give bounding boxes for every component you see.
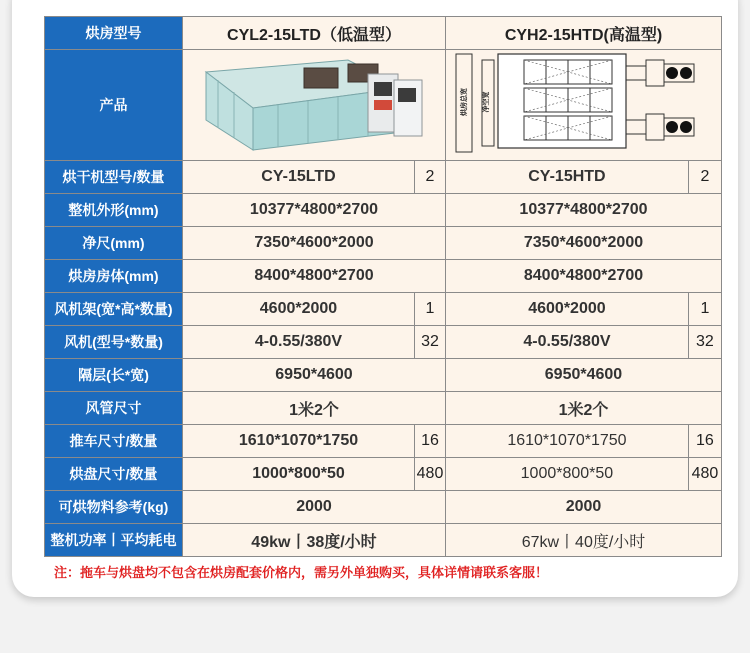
product-image-a	[183, 50, 446, 161]
row-label: 隔层(长*宽)	[45, 359, 183, 392]
spec-row	[45, 161, 722, 194]
model-a-value: 10377*4800*2700	[183, 194, 446, 227]
product-image-b	[446, 50, 722, 161]
inner-width-label: 净空宽	[482, 91, 490, 113]
model-a-value: 2000	[183, 491, 446, 524]
model-b-value: 1000*800*50	[446, 458, 689, 491]
row-label: 风管尺寸	[45, 392, 183, 425]
row-label: 烘房房体(mm)	[45, 260, 183, 293]
spec-row	[45, 227, 722, 260]
model-b-qty: 32	[688, 326, 721, 359]
header-row	[45, 17, 722, 50]
model-b-value: 10377*4800*2700	[446, 194, 722, 227]
model-b-value: 1米2个	[446, 392, 722, 425]
model-a-value: 8400*4800*2700	[183, 260, 446, 293]
row-label: 烘干机型号/数量	[45, 161, 183, 194]
row-label: 烘盘尺寸/数量	[45, 458, 183, 491]
row-label: 可烘物料参考(kg)	[45, 491, 183, 524]
spec-row	[45, 458, 722, 491]
dryer-room-illustration	[198, 50, 430, 155]
spec-row	[45, 293, 722, 326]
row-label: 风机架(宽*高*数量)	[45, 293, 183, 326]
model-b-value: 4600*2000	[446, 293, 689, 326]
spec-row	[45, 194, 722, 227]
product-row	[45, 50, 722, 161]
spec-row	[45, 425, 722, 458]
spec-table	[44, 16, 722, 557]
model-a-qty: 480	[415, 458, 446, 491]
row-label: 产品	[45, 50, 183, 161]
model-a-value: 1米2个	[183, 392, 446, 425]
model-b-qty: 1	[688, 293, 721, 326]
row-label: 整机功率丨平均耗电	[45, 524, 183, 557]
spec-row	[45, 326, 722, 359]
model-a-value: 4-0.55/380V	[183, 326, 415, 359]
spec-row	[45, 260, 722, 293]
model-b-value: 6950*4600	[446, 359, 722, 392]
row-label: 风机(型号*数量)	[45, 326, 183, 359]
dryer-room-floor-plan	[446, 50, 721, 155]
model-b-value: 2000	[446, 491, 722, 524]
model-b-qty: 2	[688, 161, 721, 194]
model-a-value: 4600*2000	[183, 293, 415, 326]
model-b-value: 7350*4600*2000	[446, 227, 722, 260]
purchase-note: 注：拖车与烘盘均不包含在烘房配套价格内，需另外单独购买，具体详情请联系客服！	[54, 565, 549, 580]
model-b-value: 67kw丨40度/小时	[446, 524, 722, 557]
model-a-value: 49kw丨38度/小时	[183, 524, 446, 557]
spec-row	[45, 524, 722, 557]
row-label: 推车尺寸/数量	[45, 425, 183, 458]
model-b-value: 8400*4800*2700	[446, 260, 722, 293]
spec-row	[45, 392, 722, 425]
model-b-qty: 16	[688, 425, 721, 458]
model-b-value: 4-0.55/380V	[446, 326, 689, 359]
spec-row	[45, 491, 722, 524]
row-label: 净尺(mm)	[45, 227, 183, 260]
model-a-value: 1000*800*50	[183, 458, 415, 491]
model-a-qty: 32	[415, 326, 446, 359]
model-a-qty: 2	[415, 161, 446, 194]
model-a-value: CY-15LTD	[183, 161, 415, 194]
model-a-qty: 1	[415, 293, 446, 326]
model-b-value: CY-15HTD	[446, 161, 689, 194]
model-b-name: CYH2-15HTD(高温型)	[446, 17, 722, 50]
model-a-qty: 16	[415, 425, 446, 458]
model-a-value: 1610*1070*1750	[183, 425, 415, 458]
model-a-value: 7350*4600*2000	[183, 227, 446, 260]
model-a-value: 6950*4600	[183, 359, 446, 392]
spec-row	[45, 359, 722, 392]
model-b-value: 1610*1070*1750	[446, 425, 689, 458]
model-a-name: CYL2-15LTD（低温型）	[183, 17, 446, 50]
outer-width-label: 烘房总宽	[460, 88, 468, 116]
row-label: 烘房型号	[45, 17, 183, 50]
model-b-qty: 480	[688, 458, 721, 491]
row-label: 整机外形(mm)	[45, 194, 183, 227]
